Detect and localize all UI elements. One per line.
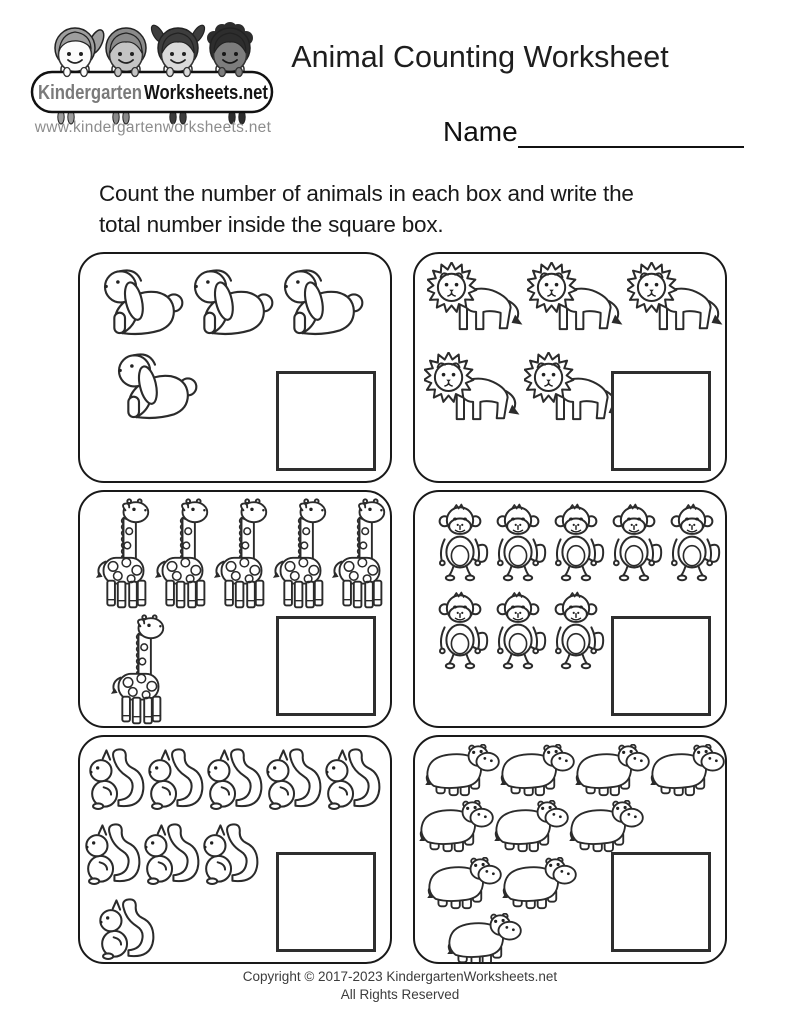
monkey-icon [605, 501, 663, 585]
monkey-icon [663, 501, 721, 585]
animal-row [84, 819, 261, 889]
giraffe-icon [94, 497, 153, 613]
monkey-icon [431, 501, 489, 585]
squirrel-icon [98, 894, 157, 964]
logo-text-kindergarten: Kindergarten [38, 82, 142, 104]
squirrel-icon [324, 744, 383, 814]
answer-input-box[interactable] [611, 371, 711, 471]
name-row [443, 116, 744, 148]
answer-input-box[interactable] [611, 616, 711, 716]
footer-rights: All Rights Reserved [340, 986, 460, 1002]
monkey-icon [489, 501, 547, 585]
lion-icon [527, 262, 627, 340]
footer-copyright: Copyright © 2017-2023 KindergartenWorksheets.net [242, 969, 558, 984]
rabbit-icon [186, 262, 276, 342]
lion-icon [524, 352, 624, 430]
squirrel-icon [143, 819, 202, 889]
hippo-icon [427, 857, 502, 911]
answer-input-box[interactable] [276, 371, 376, 471]
squirrel-counting-box [78, 735, 392, 964]
animal-row [109, 613, 168, 728]
animal-row [96, 262, 366, 342]
monkey-counting-box [413, 490, 727, 728]
squirrel-icon [88, 744, 147, 814]
animal-row [431, 589, 605, 673]
animal-row [98, 894, 157, 964]
instructions-line-2: total number inside the square box. [99, 212, 444, 237]
giraffe-icon [109, 613, 168, 728]
animal-row [431, 501, 721, 585]
monkey-icon [489, 589, 547, 673]
giraffe-icon [212, 497, 271, 613]
giraffe-icon [153, 497, 212, 613]
animal-row [427, 857, 577, 911]
hippo-counting-box [413, 735, 727, 964]
monkey-icon [547, 501, 605, 585]
rabbit-icon [110, 346, 200, 426]
hippo-icon [500, 744, 575, 798]
hippo-icon [650, 744, 725, 798]
squirrel-icon [147, 744, 206, 814]
logo-url: www.kindergartenworksheets.net [34, 119, 272, 136]
name-label: Name [443, 116, 518, 147]
giraffe-counting-box [78, 490, 392, 728]
animal-row [424, 352, 624, 430]
hippo-icon [425, 744, 500, 798]
squirrel-icon [202, 819, 261, 889]
answer-input-box[interactable] [276, 852, 376, 952]
page-title: Animal Counting Worksheet [291, 40, 669, 74]
lion-icon [627, 262, 727, 340]
hippo-icon [419, 800, 494, 854]
squirrel-icon [206, 744, 265, 814]
rabbit-counting-box [78, 252, 392, 483]
animal-row [94, 497, 389, 613]
hippo-icon [502, 857, 577, 911]
footer [0, 968, 800, 1003]
hippo-icon [575, 744, 650, 798]
hippo-icon [569, 800, 644, 854]
squirrel-icon [265, 744, 324, 814]
answer-input-box[interactable] [611, 852, 711, 952]
kid-girl-pigtails-icon [149, 23, 207, 76]
giraffe-icon [271, 497, 330, 613]
hippo-icon [494, 800, 569, 854]
lion-icon [424, 352, 524, 430]
lion-icon [427, 262, 527, 340]
animal-row [447, 913, 522, 964]
rabbit-icon [276, 262, 366, 342]
monkey-icon [547, 589, 605, 673]
squirrel-icon [84, 819, 143, 889]
name-input-line[interactable] [518, 118, 744, 148]
answer-input-box[interactable] [276, 616, 376, 716]
monkey-icon [431, 589, 489, 673]
animal-row [425, 744, 725, 798]
kid-boy-gray-icon [106, 28, 146, 76]
rabbit-icon [96, 262, 186, 342]
giraffe-icon [330, 497, 389, 613]
animal-row [419, 800, 644, 854]
lion-counting-box [413, 252, 727, 483]
worksheet-grid [78, 252, 727, 964]
animal-row [427, 262, 727, 340]
animal-row [88, 744, 383, 814]
instructions-line-1: Count the number of animals in each box and write the [99, 181, 634, 206]
logo-text-worksheets: Worksheets.net [144, 82, 269, 104]
instructions [99, 178, 739, 240]
hippo-icon [447, 913, 522, 964]
animal-row [110, 346, 200, 426]
